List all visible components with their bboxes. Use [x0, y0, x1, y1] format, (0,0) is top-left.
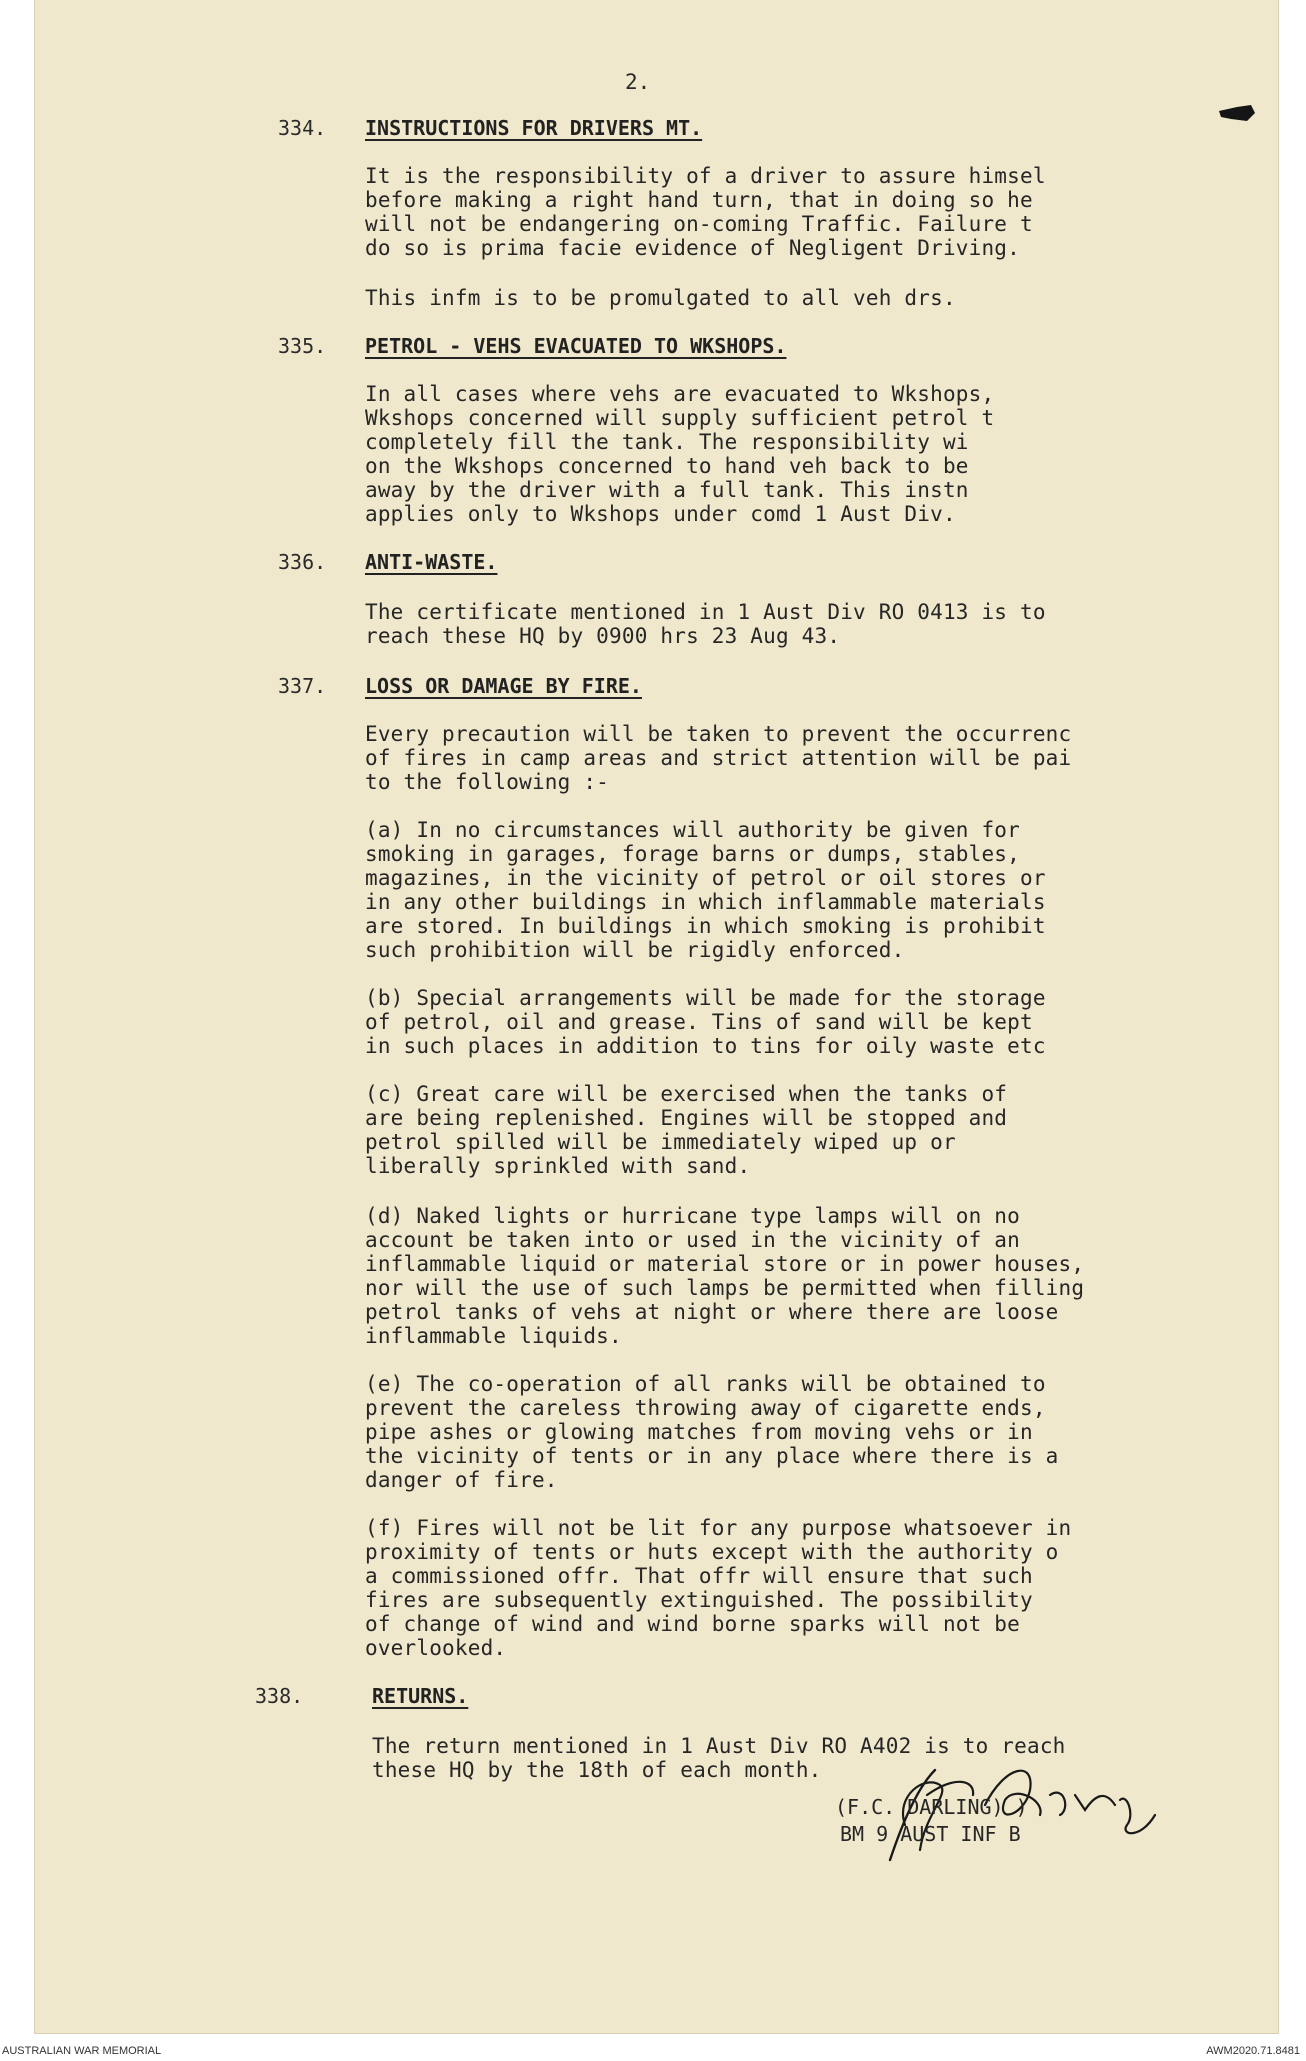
section-title: PETROL - VEHS EVACUATED TO WKSHOPS. — [365, 334, 787, 358]
paragraph: (b) Special arrangements will be made for the storage of petrol, oil and grease. Tins of sand will be kept in such places in addition to tins for oily waste etc — [365, 986, 1046, 1058]
section-number: 337. — [278, 674, 327, 698]
paragraph: (c) Great care will be exercised when the tanks of are being replenished. Engines will be stopped and petrol spilled will be immediately wiped up or liberally sprinkled with sand. — [365, 1082, 1008, 1178]
ink-blot-mark — [1217, 103, 1257, 129]
paragraph: It is the responsibility of a driver to assure himsel before making a right hand turn, that in doing so he will not be endangering on-coming Traffic. Failure t do so is prima facie evidence of Negligent Driving. — [365, 164, 1046, 260]
paragraph: The certificate mentioned in 1 Aust Div RO 0413 is to reach these HQ by 0900 hrs 23 Aug 43. — [365, 600, 1046, 648]
section-number: 336. — [278, 550, 327, 574]
section-number: 338. — [255, 1684, 304, 1708]
section-title: ANTI-WASTE. — [365, 550, 498, 574]
page-number: 2. — [625, 70, 651, 94]
footer-reference-id: AWM2020.71.8481 — [1206, 2045, 1300, 2057]
section-title: LOSS OR DAMAGE BY FIRE. — [365, 674, 642, 698]
footer-archive-name: AUSTRALIAN WAR MEMORIAL — [2, 2045, 162, 2057]
section-number: 335. — [278, 334, 327, 358]
paragraph: (f) Fires will not be lit for any purpose whatsoever in proximity of tents or huts except with the authority o a commissioned offr. That offr will ensure that such fires are subsequently extinguished. The possibility of change of wind and wind borne sparks will not be overlooked. — [365, 1516, 1072, 1660]
paragraph: Every precaution will be taken to prevent the occurrenc of fires in camp areas and strict attention will be pai to the following :- — [365, 722, 1072, 794]
paragraph: (a) In no circumstances will authority be given for smoking in garages, forage barns or dumps, stables, magazines, in the vicinity of petrol or oil stores or in any other buildings in which inflammable materials are stored. In buildings in which smoking is prohibit such prohibition will be rigidly enforced. — [365, 818, 1046, 962]
section-title: RETURNS. — [372, 1684, 469, 1708]
footer-bar — [0, 2041, 1306, 2061]
paragraph: In all cases where vehs are evacuated to Wkshops, Wkshops concerned will supply sufficient petrol t completely fill the tank. The responsibility wi on the Wkshops concerned to hand veh back to be away by the driver with a full tank. This instn applies only to Wkshops under comd 1 Aust Div. — [365, 382, 995, 526]
document-page — [35, 0, 1278, 2033]
paragraph: (d) Naked lights or hurricane type lamps will on no account be taken into or used in the vicinity of an inflammable liquid or material store or in power houses, nor will the use of such lamps be permitted when filling petrol tanks of vehs at night or where there are loose inflammable liquids. — [365, 1204, 1085, 1348]
paragraph: (e) The co-operation of all ranks will be obtained to prevent the careless throwing away of cigarette ends, pipe ashes or glowing matches from moving vehs or in the vicinity of tents or in any place where there is a danger of fire. — [365, 1372, 1059, 1492]
paragraph: This infm is to be promulgated to all veh drs. — [365, 286, 956, 310]
signatory-title: BM 9 AUST INF B — [840, 1822, 1021, 1846]
section-number: 334. — [278, 116, 327, 140]
signatory-name: (F.C. DARLING) ) — [835, 1795, 1028, 1819]
paragraph: The return mentioned in 1 Aust Div RO A402 is to reach these HQ by the 18th of each month. — [372, 1734, 1066, 1782]
section-title: INSTRUCTIONS FOR DRIVERS MT. — [365, 116, 703, 140]
